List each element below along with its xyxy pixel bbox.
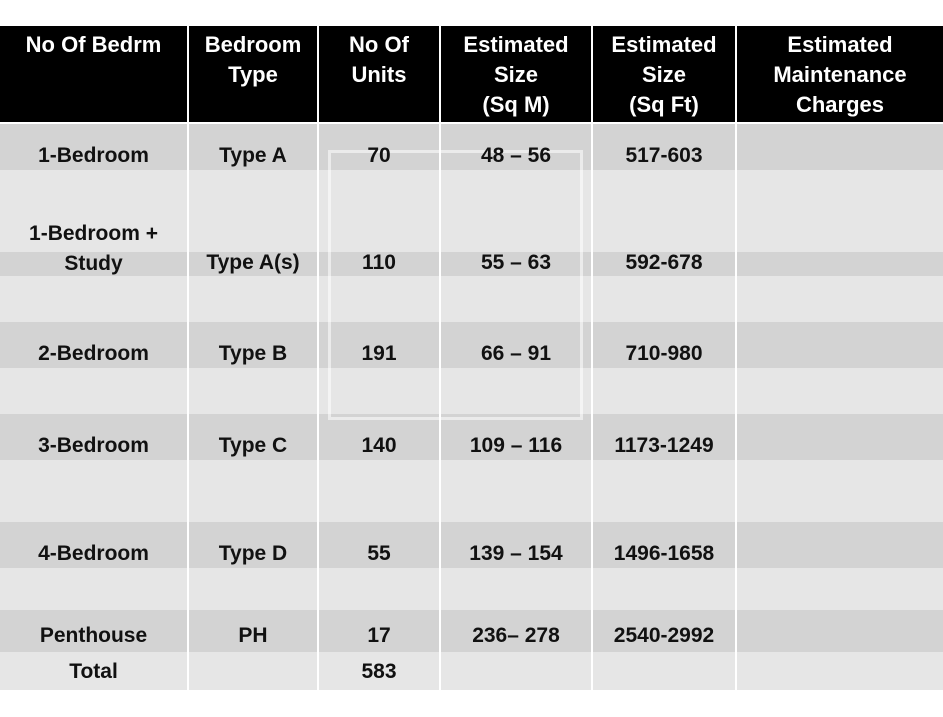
cell-size-sqft: 1173-1249 bbox=[614, 434, 714, 457]
cell-size-sqft: 517-603 bbox=[625, 144, 703, 167]
cell-bedrooms: 2-Bedroom bbox=[38, 342, 149, 365]
header-cell-maintenance: Estimated Maintenance Charges bbox=[737, 26, 943, 122]
cell-units: 17 bbox=[367, 624, 391, 647]
cell-type: PH bbox=[238, 624, 268, 647]
cell-units: 70 bbox=[367, 144, 391, 167]
cell-size-sqm: 55 – 63 bbox=[480, 251, 552, 274]
cell-type: Type D bbox=[218, 542, 288, 565]
cell-size-sqft: 592-678 bbox=[625, 251, 703, 274]
header-cell-bedroom-type: Bedroom Type bbox=[189, 26, 317, 122]
cell-units: 140 bbox=[361, 434, 397, 457]
total-label: Total bbox=[69, 660, 118, 683]
cell-bedrooms: Penthouse bbox=[39, 624, 148, 647]
cell-bedrooms: 1-Bedroom + Study bbox=[29, 222, 158, 275]
column-divider bbox=[735, 26, 737, 690]
header-cell-size-sqft: Estimated Size (Sq Ft) bbox=[593, 26, 735, 122]
cell-bedrooms: 1-Bedroom bbox=[38, 144, 149, 167]
header-cell-units: No Of Units bbox=[319, 26, 439, 122]
cell-size-sqft: 710-980 bbox=[625, 342, 703, 365]
cell-type: Type C bbox=[218, 434, 288, 457]
cell-size-sqm: 66 – 91 bbox=[480, 342, 552, 365]
cell-size-sqm: 109 – 116 bbox=[469, 434, 563, 457]
cell-type: Type A(s) bbox=[206, 251, 300, 274]
cell-units: 55 bbox=[367, 542, 391, 565]
header-cell-size-sqm: Estimated Size (Sq M) bbox=[441, 26, 591, 122]
cell-bedrooms: 3-Bedroom bbox=[38, 434, 149, 457]
cell-units: 110 bbox=[362, 251, 396, 274]
cell-type: Type B bbox=[218, 342, 288, 365]
cell-type: Type A bbox=[219, 144, 287, 167]
cell-units: 191 bbox=[361, 342, 397, 365]
total-units: 583 bbox=[361, 660, 397, 683]
header-cell-bedrooms: No Of Bedrm bbox=[0, 26, 187, 122]
cell-size-sqm: 48 – 56 bbox=[480, 144, 552, 167]
row-band bbox=[0, 568, 943, 610]
row-divider bbox=[0, 122, 943, 124]
cell-size-sqft: 1496-1658 bbox=[613, 542, 715, 565]
watermark-frame bbox=[328, 150, 583, 420]
cell-size-sqm: 236– 278 bbox=[472, 624, 560, 647]
cell-bedrooms: 4-Bedroom bbox=[38, 542, 149, 565]
cell-size-sqm: 139 – 154 bbox=[469, 542, 563, 565]
cell-size-sqft: 2540-2992 bbox=[613, 624, 715, 647]
row-band bbox=[0, 460, 943, 522]
